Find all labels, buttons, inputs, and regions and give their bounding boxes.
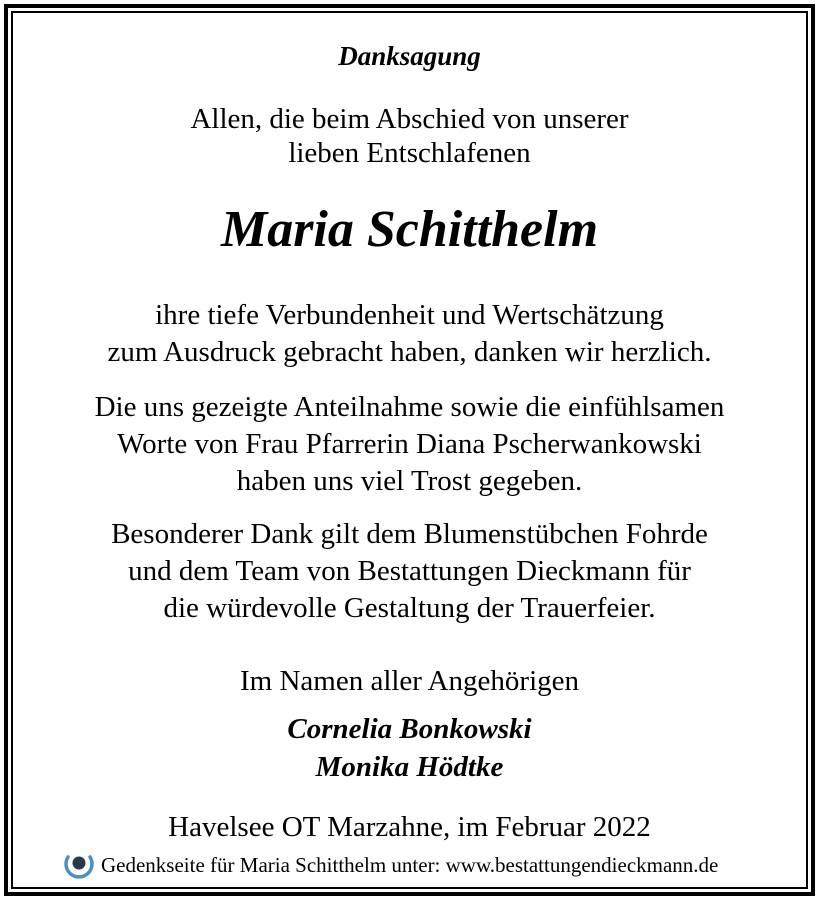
intro-line-2: lieben Entschlafenen: [288, 137, 531, 169]
signer-2: Monika Hödtke: [315, 751, 504, 783]
closing-line: Im Namen aller Angehörigen: [239, 665, 580, 697]
memorial-page-footer[interactable]: [62, 848, 718, 882]
place-date: Havelsee OT Marzahne, im Februar 2022: [168, 811, 651, 843]
deceased-name: Maria Schitthelm: [220, 201, 599, 258]
notice-heading: Danksagung: [338, 41, 481, 71]
paragraph-2-line-1: Die uns gezeigte Anteilnahme sowie die einfühlsamen: [94, 391, 725, 423]
intro-line-1: Allen, die beim Abschied von unserer: [190, 103, 629, 135]
paragraph-2-line-3: haben uns viel Trost gegeben.: [236, 465, 583, 497]
paragraph-3-line-2: und dem Team von Bestattungen Dieckmann für: [128, 555, 691, 587]
paragraph-3-line-1: Besonderer Dank gilt dem Blumenstübchen Fohrde: [111, 518, 708, 550]
paragraph-2-line-2: Worte von Frau Pfarrerin Diana Pscherwankowski: [117, 428, 702, 460]
memorial-page-link[interactable]: Gedenkseite für Maria Schitthelm unter: www.bestattungendieckmann.de: [101, 853, 719, 877]
paragraph-3-line-3: die würdevolle Gestaltung der Trauerfeier.: [163, 592, 656, 624]
paragraph-1-line-1: ihre tiefe Verbundenheit und Wertschätzung: [155, 299, 664, 331]
signer-1: Cornelia Bonkowski: [287, 713, 532, 745]
paragraph-1-line-2: zum Ausdruck gebracht haben, danken wir herzlich.: [107, 336, 712, 368]
memorial-logo-icon: [62, 848, 96, 882]
